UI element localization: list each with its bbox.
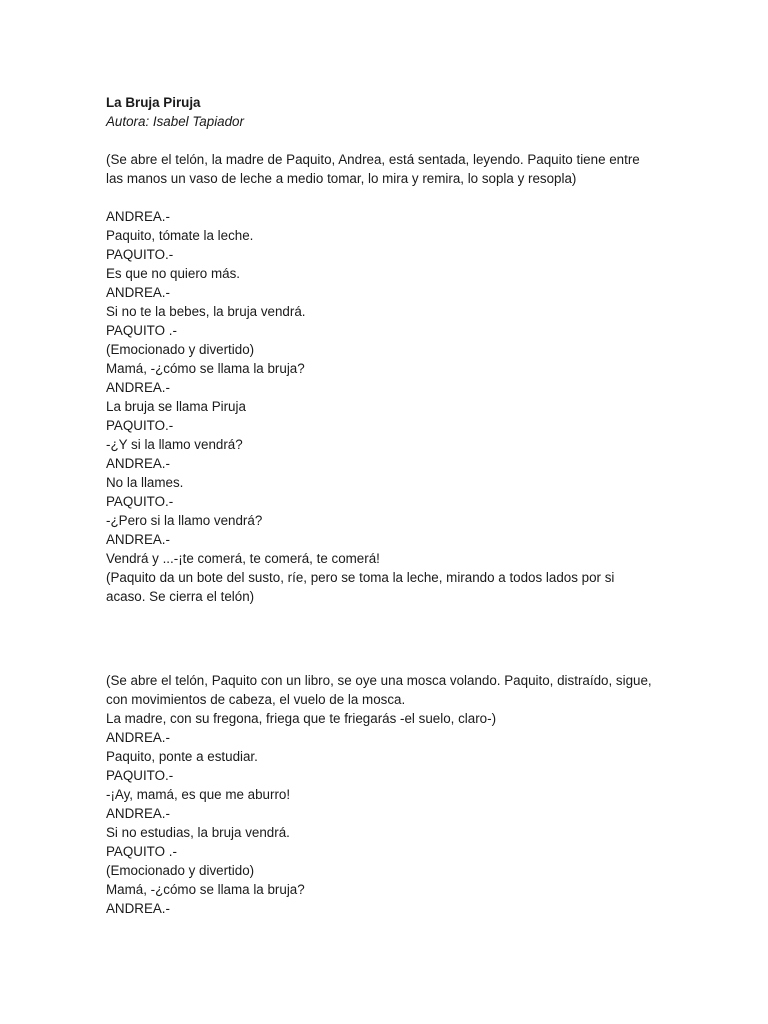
speaker-label: ANDREA.- [106,456,170,471]
scene-1-dialogue [106,207,706,606]
play-title: La Bruja Piruja [106,95,201,110]
stage-direction-line: (Se abre el telón, la madre de Paquito, Andrea, está sentada, leyendo. Paquito tiene entre [106,152,640,167]
stage-direction-line: las manos un vaso de leche a medio tomar, lo mira y remira, lo sopla y resopla) [106,171,577,186]
stage-direction-line: La madre, con su fregona, friega que te friegarás -el suelo, claro-) [106,711,497,726]
stage-direction-line: (Emocionado y divertido) [106,863,255,878]
speaker-label: ANDREA.- [106,532,170,547]
dialogue-line: Es que no quiero más. [106,266,240,281]
speaker-label: PAQUITO .- [106,844,177,859]
scene-1-stage-direction [106,150,706,188]
speaker-label: ANDREA.- [106,730,170,745]
scene-2-stage-direction [106,671,706,728]
spacer [106,188,706,207]
dialogue-line: Mamá, -¿cómo se llama la bruja? [106,361,305,376]
speaker-label: PAQUITO.- [106,494,174,509]
dialogue-line: Si no te la bebes, la bruja vendrá. [106,304,306,319]
speaker-label: ANDREA.- [106,901,170,916]
dialogue-line: Si no estudias, la bruja vendrá. [106,825,290,840]
dialogue-line: -¿Pero si la llamo vendrá? [106,513,263,528]
stage-direction-line: acaso. Se cierra el telón) [106,589,255,604]
scene-2 [106,671,706,918]
dialogue-line: No la llames. [106,475,184,490]
stage-direction-line: (Paquito da un bote del susto, ríe, pero se toma la leche, mirando a todos lados por si [106,570,615,585]
stage-direction-line: con movimientos de cabeza, el vuelo de la mosca. [106,692,406,707]
speaker-label: PAQUITO.- [106,418,174,433]
speaker-label: ANDREA.- [106,806,170,821]
speaker-label: ANDREA.- [106,285,170,300]
dialogue-line: -¡Ay, mamá, es que me aburro! [106,787,291,802]
dialogue-line: Paquito, ponte a estudiar. [106,749,258,764]
document-body [106,93,706,918]
dialogue-line: La bruja se llama Piruja [106,399,246,414]
speaker-label: ANDREA.- [106,380,170,395]
stage-direction-line: (Emocionado y divertido) [106,342,255,357]
speaker-label: ANDREA.- [106,209,170,224]
stage-direction-line: (Se abre el telón, Paquito con un libro, se oye una mosca volando. Paquito, distraído, sigue, [106,673,652,688]
speaker-label: PAQUITO .- [106,323,177,338]
dialogue-line: Paquito, tómate la leche. [106,228,254,243]
scene-break [106,606,706,671]
speaker-label: PAQUITO.- [106,768,174,783]
dialogue-line: -¿Y si la llamo vendrá? [106,437,243,452]
play-author: Autora: Isabel Tapiador [106,114,244,129]
spacer [106,131,706,150]
scene-2-dialogue [106,728,706,918]
dialogue-line: Mamá, -¿cómo se llama la bruja? [106,882,305,897]
dialogue-line: Vendrá y ...-¡te comerá, te comerá, te comerá! [106,551,380,566]
speaker-label: PAQUITO.- [106,247,174,262]
scene-1 [106,150,706,606]
